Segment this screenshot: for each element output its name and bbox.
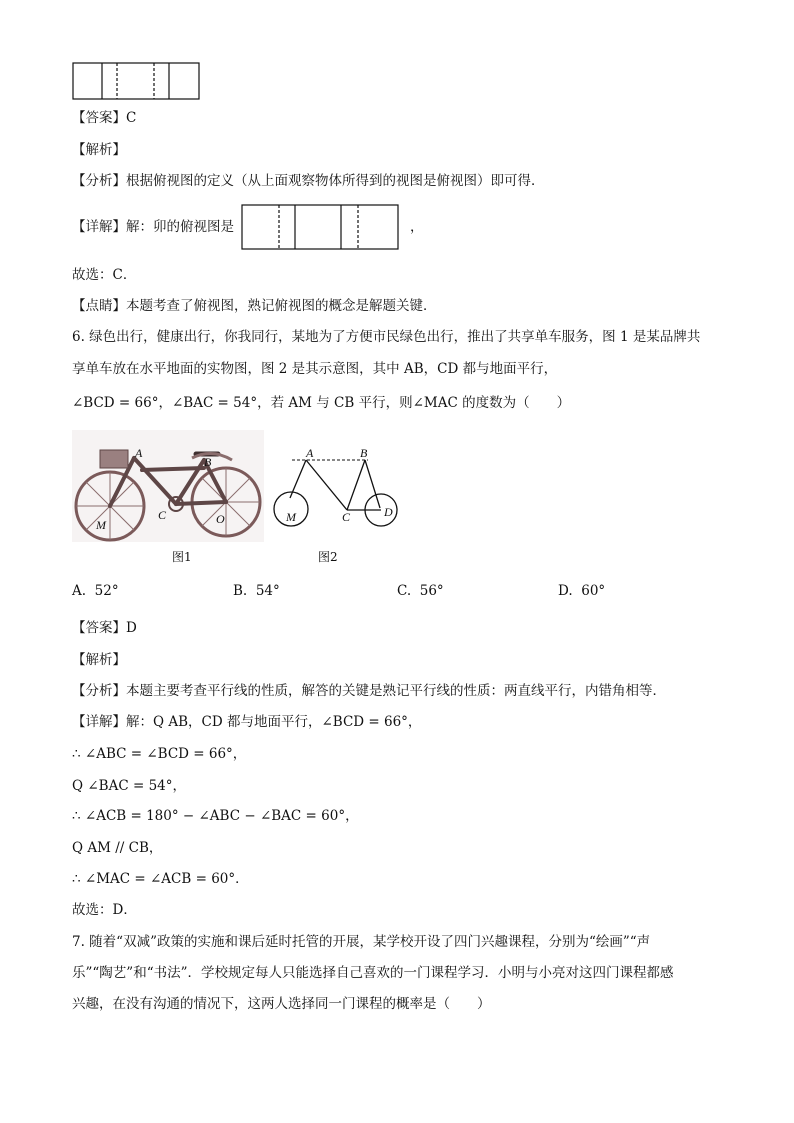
fig2-label-M: M bbox=[286, 510, 296, 524]
fig1-label-A: A bbox=[135, 446, 143, 460]
fig2-label-A: A bbox=[306, 446, 314, 460]
q6-step-1: 【详解】解：Q AB，CD 都与地面平行，∠BCD = 66°， bbox=[72, 714, 422, 730]
q6-stem-line3: ∠BCD = 66°，∠BAC = 54°，若 AM 与 CB 平行，则∠MAC 的度数为（ ） bbox=[72, 395, 571, 411]
q6-step-5: Q AM // CB， bbox=[72, 840, 163, 856]
fig1-caption: 图1 bbox=[172, 550, 192, 564]
fig1-label-M: M bbox=[96, 518, 106, 532]
q6-answer: 【答案】D bbox=[72, 620, 137, 636]
q5-jiexi: 【解析】 bbox=[72, 142, 126, 158]
q6-step-2: ∴ ∠ABC = ∠BCD = 66°， bbox=[72, 746, 247, 762]
top-view-figure-inline bbox=[241, 204, 399, 250]
q6-option-b: B. 54° bbox=[233, 583, 280, 599]
q5-fenxi: 【分析】根据俯视图的定义（从上面观察物体所得到的视图是俯视图）即可得． bbox=[72, 173, 545, 189]
q5-xiangjie-suffix: ， bbox=[410, 219, 424, 235]
q6-stem-line2: 享单车放在水平地面的实物图，图 2 是其示意图，其中 AB，CD 都与地面平行， bbox=[72, 361, 558, 377]
fig1-label-B: B bbox=[204, 455, 212, 469]
fig2-label-D: D bbox=[384, 505, 393, 519]
q6-step-4: ∴ ∠ACB = 180° − ∠ABC − ∠BAC = 60°， bbox=[72, 808, 359, 824]
q5-xiangjie-prefix: 【详解】解：卯的俯视图是 bbox=[72, 219, 234, 235]
q6-jiexi: 【解析】 bbox=[72, 652, 126, 668]
q6-option-c: C. 56° bbox=[397, 583, 444, 599]
q6-option-d: D. 60° bbox=[558, 583, 606, 599]
fig1-label-O: O bbox=[216, 512, 225, 526]
fig1-label-C: C bbox=[158, 508, 167, 522]
fig2-caption: 图2 bbox=[318, 550, 338, 564]
q7-line3: 兴趣，在没有沟通的情况下，这两人选择同一门课程的概率是（ ） bbox=[72, 996, 491, 1012]
q5-guxuan: 故选：C． bbox=[72, 267, 137, 283]
q6-fenxi: 【分析】本题主要考查平行线的性质，解答的关键是熟记平行线的性质：两直线平行，内错角相等． bbox=[72, 683, 666, 699]
q7-line2: 乐”“陶艺”和“书法”．学校规定每人只能选择自己喜欢的一门课程学习．小明与小亮对这四门课程都感 bbox=[72, 965, 674, 981]
q6-step-6: ∴ ∠MAC = ∠ACB = 60°． bbox=[72, 871, 249, 887]
fig2-label-C: C bbox=[342, 510, 351, 524]
q5-answer: 【答案】C bbox=[72, 110, 137, 126]
q6-stem-line1: 6. 绿色出行，健康出行，你我同行，某地为了方便市民绿色出行，推出了共享单车服务，图 1 是某品牌共 bbox=[72, 329, 701, 345]
fig2-label-B: B bbox=[360, 446, 368, 460]
q6-step-7: 故选：D． bbox=[72, 902, 137, 918]
q6-step-3: Q ∠BAC = 54°， bbox=[72, 778, 186, 794]
q6-option-a: A. 52° bbox=[72, 583, 119, 599]
q5-xiangjie bbox=[72, 217, 234, 237]
q5-dianjing: 【点睛】本题考查了俯视图，熟记俯视图的概念是解题关键． bbox=[72, 298, 437, 314]
top-view-figure-small bbox=[72, 62, 200, 100]
q7-line1: 7. 随着“双减”政策的实施和课后延时托管的开展，某学校开设了四门兴趣课程，分别为“绘画”“声 bbox=[72, 934, 651, 950]
